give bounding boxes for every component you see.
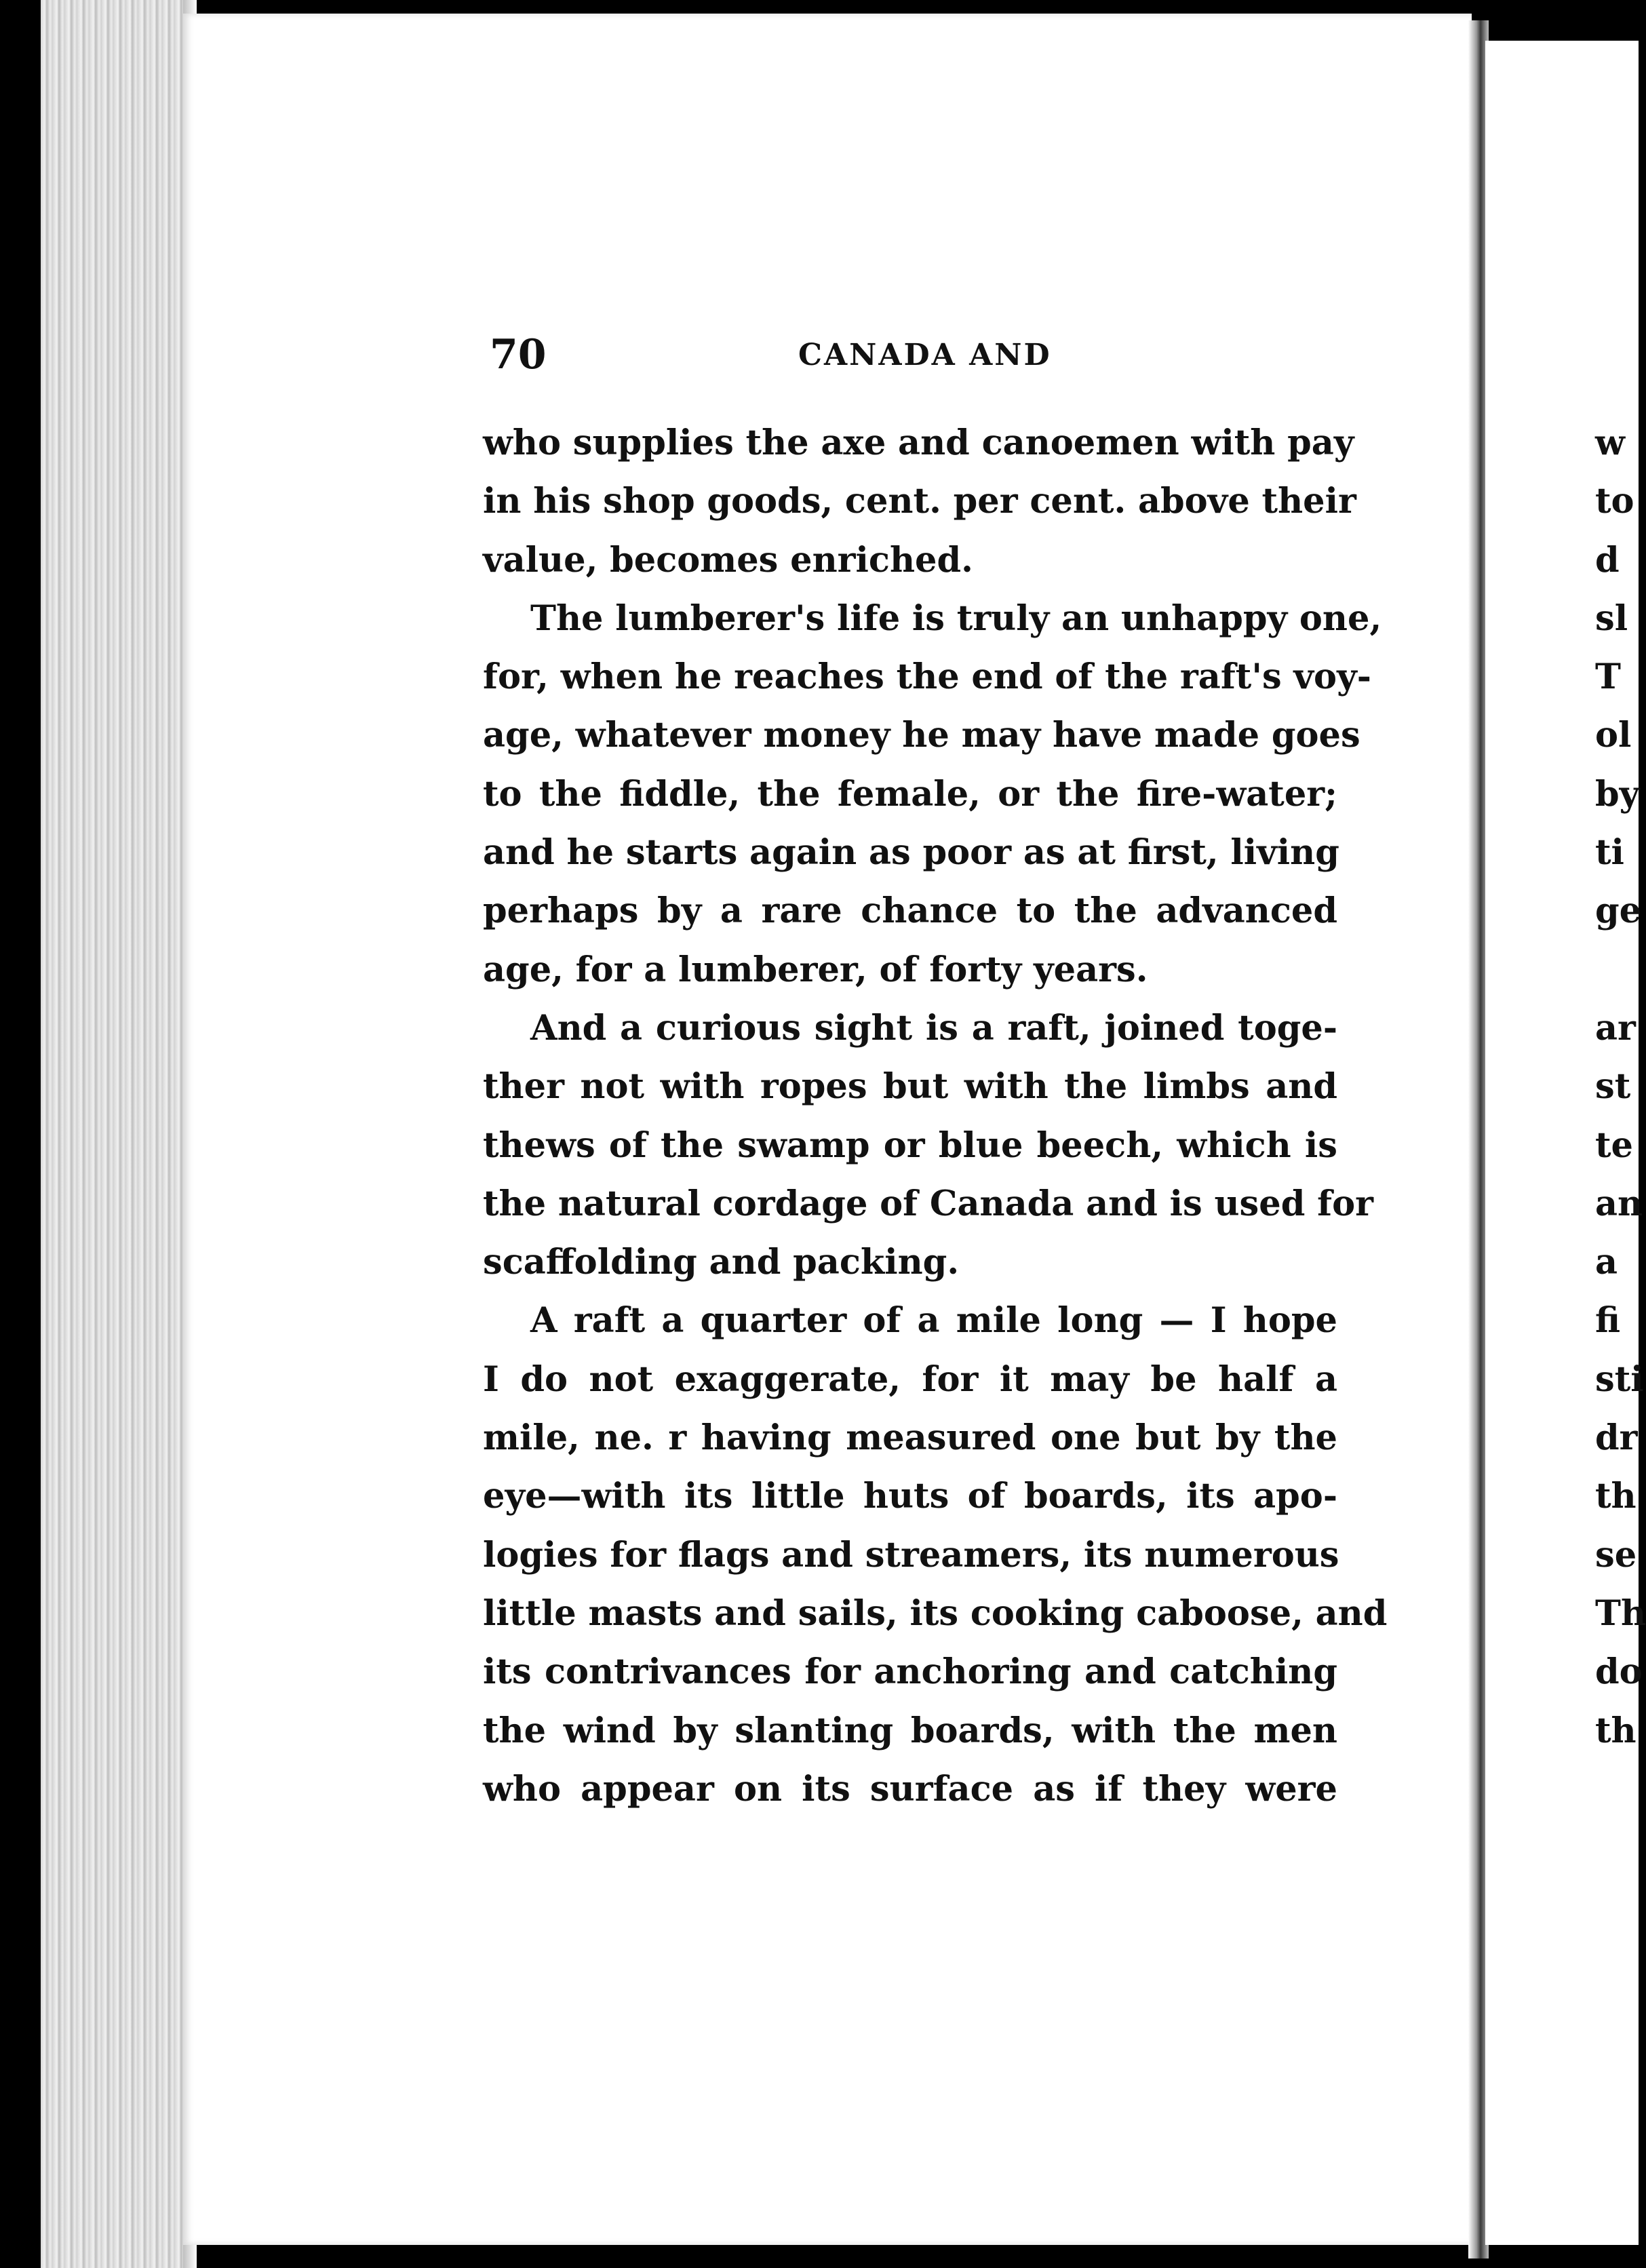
text-line: in his shop goods, cent. per cent. above their (483, 481, 1356, 522)
text-line: the wind by slanting boards, with the men (483, 1710, 1337, 1751)
facing-fragment: ar (1595, 1007, 1636, 1049)
facing-fragment: th (1595, 1476, 1637, 1517)
facing-fragment: a (1595, 1242, 1618, 1283)
facing-fragment: Th (1595, 1592, 1646, 1634)
facing-fragment: ol (1595, 715, 1632, 756)
facing-fragment: dr (1595, 1418, 1638, 1459)
page-header (490, 331, 1337, 378)
running-head: CANADA AND (798, 338, 1052, 372)
text-line: who supplies the axe and canoemen with pay (483, 423, 1354, 463)
facing-fragment: by (1595, 773, 1640, 815)
text-line: The lumberer's life is truly an unhappy one, (530, 598, 1382, 639)
facing-page-text (1595, 414, 1646, 1760)
facing-fragment: se (1595, 1534, 1637, 1576)
text-line: age, whatever money he may have made goes (483, 715, 1360, 756)
text-line: mile, ne. r having measured one but by the (483, 1418, 1337, 1459)
page-number: 70 (490, 331, 547, 378)
text-line: eye—with its little huts of boards, its apo- (483, 1476, 1337, 1517)
text-line: ther not with ropes but with the limbs and (483, 1066, 1337, 1108)
facing-fragment: to (1595, 481, 1634, 522)
text-line: scaffolding and packing. (483, 1242, 960, 1283)
facing-fragment: an (1595, 1183, 1643, 1224)
facing-fragment: ti (1595, 832, 1624, 874)
text-line: A raft a quarter of a mile long — I hope (530, 1300, 1337, 1342)
text-line: I do not exaggerate, for it may be half a (483, 1358, 1337, 1400)
facing-fragment: sti (1595, 1358, 1644, 1400)
facing-fragment (1595, 941, 1646, 999)
facing-fragment: st (1595, 1066, 1631, 1108)
facing-fragment: w (1595, 423, 1625, 463)
text-line: little masts and sails, its cooking caboose, and (483, 1592, 1388, 1634)
facing-fragment: te (1595, 1125, 1634, 1166)
text-line: value, becomes enriched. (483, 539, 973, 581)
body-text (483, 414, 1388, 1818)
facing-fragment: fi (1595, 1300, 1621, 1342)
text-line: to the fiddle, the female, or the fire-water; (483, 773, 1337, 815)
facing-fragment: d (1595, 539, 1620, 581)
text-line: thews of the swamp or blue beech, which is (483, 1125, 1337, 1166)
text-line: And a curious sight is a raft, joined toge- (530, 1007, 1337, 1049)
facing-fragment: ge (1595, 891, 1642, 932)
text-line: and he starts again as poor as at first, living (483, 832, 1339, 874)
text-line: perhaps by a rare chance to the advanced (483, 891, 1337, 932)
facing-fragment: do (1595, 1651, 1643, 1693)
text-line: logies for flags and streamers, its numerous (483, 1534, 1339, 1576)
page-edges (41, 0, 197, 2268)
facing-fragment: T (1595, 657, 1621, 698)
text-line: age, for a lumberer, of forty years. (483, 949, 1148, 990)
text-line: who appear on its surface as if they were (483, 1768, 1337, 1810)
facing-fragment: th (1595, 1710, 1637, 1751)
text-line: its contrivances for anchoring and catching (483, 1651, 1337, 1693)
text-line: for, when he reaches the end of the raft's voy- (483, 657, 1371, 698)
text-line: the natural cordage of Canada and is used for (483, 1183, 1373, 1224)
facing-fragment: sl (1595, 598, 1628, 639)
